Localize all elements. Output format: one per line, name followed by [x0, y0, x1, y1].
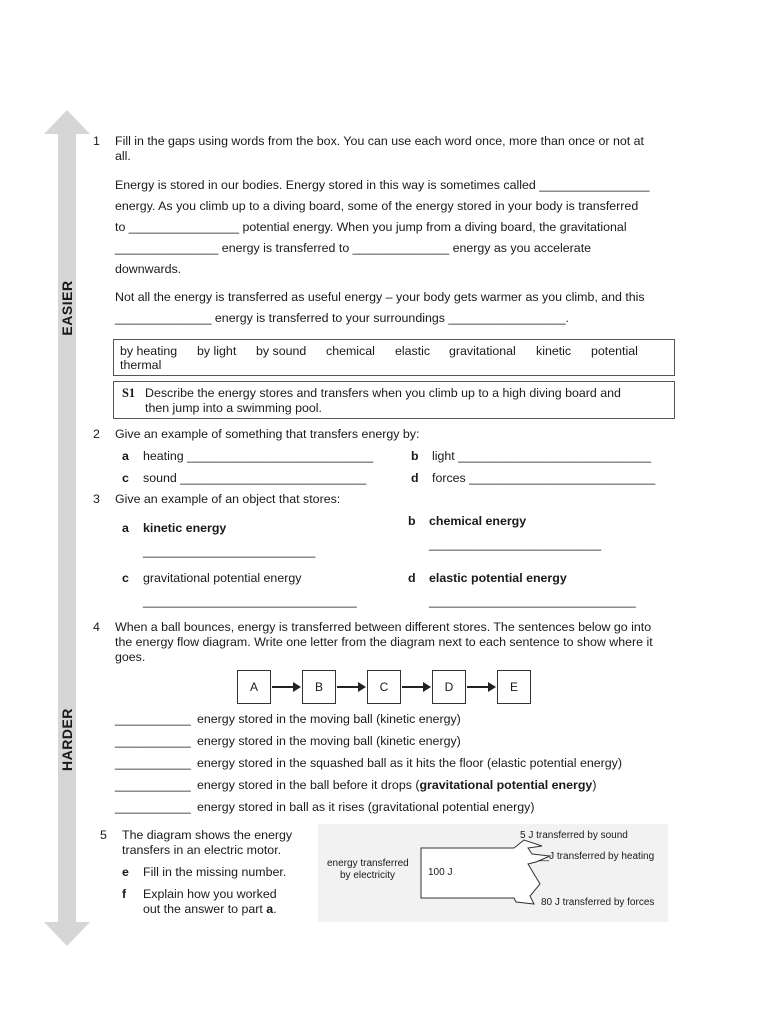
q1-instruction-line2: all. — [115, 149, 131, 163]
flow-box-e: E — [497, 670, 531, 704]
q1-paragraph2-line2: ______________ energy is transferred to your surroundings _________________. — [115, 311, 569, 325]
q3b-letter: b — [408, 514, 416, 528]
q3-text: Give an example of an object that stores: — [115, 492, 341, 506]
q4-sentence-2: energy stored in the moving ball (kinetic energy) — [197, 734, 461, 748]
q5f-text-line2-start: out the answer to part — [143, 902, 267, 916]
q4-sentence-5: energy stored in ball as it rises (gravitational potential energy) — [197, 800, 535, 814]
q4-sentence-4-bold: gravitational potential energy — [419, 778, 593, 792]
q3a-label: kinetic energy — [143, 521, 227, 535]
word-item: by heating — [120, 344, 178, 358]
word-box — [113, 339, 675, 376]
q3a-answer-line: _________________________ — [143, 544, 316, 558]
flow-arrow — [402, 686, 424, 688]
q1-paragraph1-line3: to ________________ potential energy. When you jump from a diving board, the gravitational — [115, 220, 627, 234]
flow-box-d: D — [432, 670, 466, 704]
q3d-letter: d — [408, 571, 416, 585]
q3c-answer-line: _______________________________ — [143, 594, 357, 608]
q5f-text-line1: Explain how you worked — [143, 887, 277, 901]
diagram-output-forces: 80 J transferred by forces — [541, 897, 655, 908]
q5e-text: Fill in the missing number. — [143, 865, 287, 879]
q5e-letter: e — [122, 865, 129, 879]
flow-box-c: C — [367, 670, 401, 704]
q5-text-line2: transfers in an electric motor. — [122, 843, 282, 857]
s1-text-line1: Describe the energy stores and transfers when you climb up to a high diving board and — [145, 386, 621, 400]
q1-paragraph1-line1: Energy is stored in our bodies. Energy stored in this way is sometimes called ________________ — [115, 178, 650, 192]
s1-box — [113, 381, 675, 419]
q3b-answer-line: _________________________ — [429, 537, 602, 551]
q4-text-line3: goes. — [115, 650, 146, 664]
harder-label: HARDER — [59, 708, 75, 771]
word-item: potential — [591, 344, 638, 358]
flow-arrow-head — [358, 682, 366, 692]
q2a-answer-line: heating ___________________________ — [143, 449, 374, 463]
q3d-answer-line: ______________________________ — [429, 594, 636, 608]
q4-text-line1: When a ball bounces, energy is transferred between different stores. The sentences below go into — [115, 620, 652, 634]
q5-text-line1: The diagram shows the energy — [122, 828, 293, 842]
q2d-letter: d — [411, 471, 419, 485]
q5f-text-line2-end: . — [273, 902, 277, 916]
diagram-input-value: 100 J — [428, 867, 453, 878]
q2c-letter: c — [122, 471, 129, 485]
flow-arrow-head — [293, 682, 301, 692]
word-item: gravitational — [449, 344, 516, 358]
flow-arrow — [467, 686, 489, 688]
flow-box-b: B — [302, 670, 336, 704]
q2d-answer-line: forces ___________________________ — [432, 471, 656, 485]
q4-sentence-4-start: energy stored in the ball before it drops ( — [197, 778, 420, 792]
q2a-letter: a — [122, 449, 129, 463]
q2-number: 2 — [93, 427, 100, 441]
q2b-answer-line: light ____________________________ — [432, 449, 652, 463]
flow-arrow — [337, 686, 359, 688]
q4-answer-blank: ___________ — [115, 756, 191, 770]
q4-answer-blank: ___________ — [115, 734, 191, 748]
q1-number: 1 — [93, 134, 100, 148]
word-item: by light — [197, 344, 237, 358]
q5f-text-line2 — [143, 902, 277, 917]
diagram-output-sound: 5 J transferred by sound — [520, 830, 628, 841]
q1-paragraph1-line5: downwards. — [115, 262, 182, 276]
q4-sentence-3: energy stored in the squashed ball as it hits the floor (elastic potential energy) — [197, 756, 622, 770]
flow-arrow-head — [423, 682, 431, 692]
q3-number: 3 — [93, 492, 100, 506]
q1-paragraph1-line2: energy. As you climb up to a diving board, some of the energy stored in your body is transferred — [115, 199, 639, 213]
q2-text: Give an example of something that transfers energy by: — [115, 427, 420, 441]
word-item: kinetic — [536, 344, 572, 358]
diagram-input-label-line1: energy transferred — [327, 858, 409, 869]
q1-instruction-line1: Fill in the gaps using words from the box. You can use each word once, more than once or not at — [115, 134, 644, 148]
q4-number: 4 — [93, 620, 100, 634]
difficulty-arrow — [42, 110, 92, 946]
word-item: chemical — [326, 344, 375, 358]
diagram-input-label-line2: by electricity — [340, 870, 396, 881]
q3a-letter: a — [122, 521, 129, 535]
flow-arrow — [272, 686, 294, 688]
easier-label: EASIER — [59, 280, 75, 336]
q4-answer-blank: ___________ — [115, 778, 191, 792]
q4-text-line2: the energy flow diagram. Write one letter from the diagram next to each sentence to show where it — [115, 635, 653, 649]
q4-answer-blank: ___________ — [115, 800, 191, 814]
flow-box-a: A — [237, 670, 271, 704]
q1-paragraph1-line4: _______________ energy is transferred to ______________ energy as you accelerate — [115, 241, 592, 255]
q4-sentence-1: energy stored in the moving ball (kinetic energy) — [197, 712, 461, 726]
diagram-output-heating: __J transferred by heating — [538, 851, 655, 862]
q3b-label: chemical energy — [429, 514, 527, 528]
flow-arrow-head — [488, 682, 496, 692]
q4-answer-blank: ___________ — [115, 712, 191, 726]
word-item: by sound — [256, 344, 307, 358]
q5f-letter: f — [122, 887, 127, 901]
q3c-letter: c — [122, 571, 129, 585]
s1-text-line2: then jump into a swimming pool. — [145, 401, 322, 415]
q2b-letter: b — [411, 449, 419, 463]
q3d-label: elastic potential energy — [429, 571, 567, 585]
q4-sentence-4-end: ) — [592, 778, 597, 792]
q4-sentence-4 — [197, 778, 596, 793]
word-item: thermal — [120, 358, 162, 372]
q5-number: 5 — [100, 828, 107, 842]
q1-paragraph2-line1: Not all the energy is transferred as useful energy – your body gets warmer as you climb, and this — [115, 290, 645, 304]
word-item: elastic — [395, 344, 431, 358]
q2c-answer-line: sound ___________________________ — [143, 471, 367, 485]
s1-label: S1 — [122, 386, 136, 400]
q3c-label: gravitational potential energy — [143, 571, 302, 585]
q5f-text-line2-bold: a — [266, 902, 274, 916]
